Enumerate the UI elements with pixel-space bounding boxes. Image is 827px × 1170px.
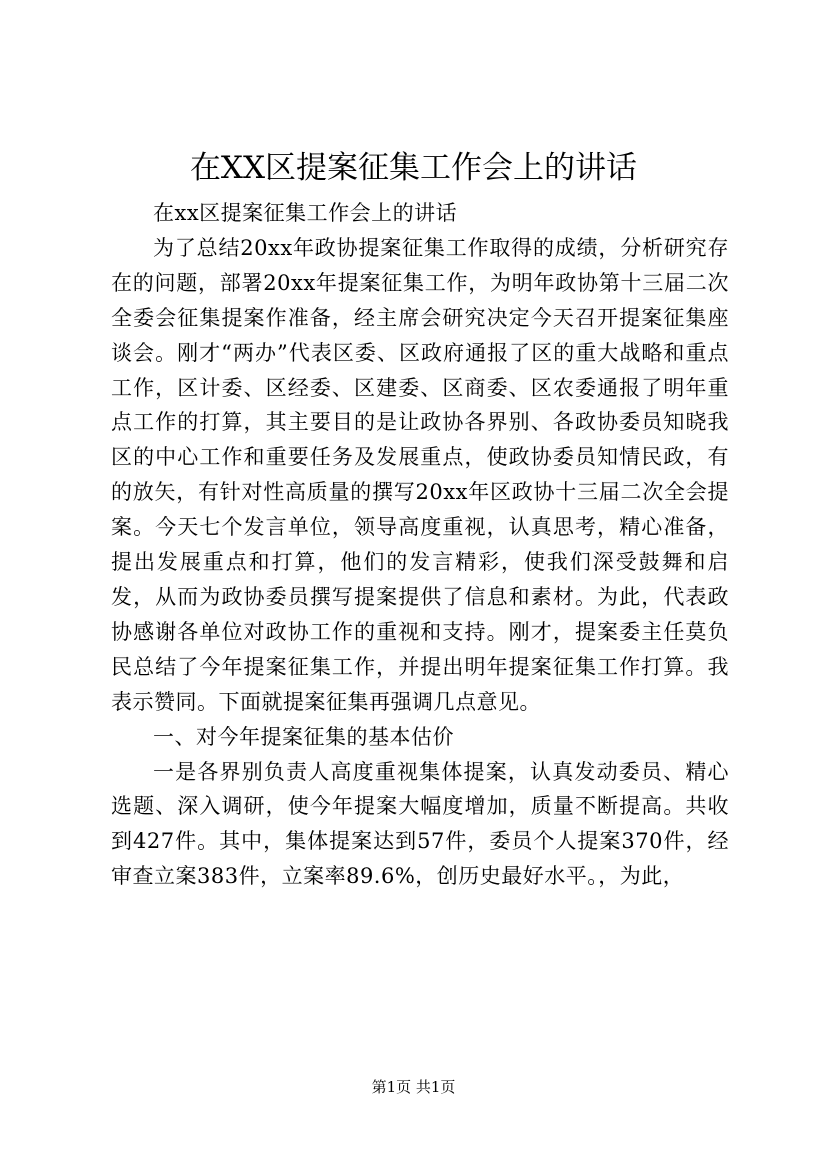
paragraph-point-1: 一是各界别负责人高度重视集体提案，认真发动委员、精心选题、深入调研，使今年提案大幅度增加，质量不断提高。共收到427件。其中，集体提案达到57件，委员个人提案370件，经审查立案383件，立案率89.6%，创历史最好水平。，为此， — [111, 759, 729, 889]
document-title: 在XX区提案征集工作会上的讲话 — [189, 150, 638, 186]
paragraph-intro: 为了总结20xx年政协提案征集工作取得的成绩，分析研究存在的问题，部署20xx年提案征集工作，为明年政协第十三届二次全委会征集提案作准备，经主席会研究决定今天召开提案征集座谈会。刚才“两办”代表区委、区政府通报了区的重大战略和重点工作，区计委、区经委、区建委、区商委、区农委通报了明年重点工作的打算，其主要目的是让政协各界别、各政协委员知晓我区的中心工作和重要任务及发展重点，使政协委员知情民政，有的放矢，有针对性高质量的撰写20xx年区政协十三届二次全会提案。今天七个发言单位，领导高度重视，认真思考，精心准备，提出发展重点和打算，他们的发言精彩，使我们深受鼓舞和启发，从而为政协委员撰写提案提供了信息和素材。为此，代表政协感谢各单位对政协工作的重视和支持。刚才，提案委主任莫负民总结了今年提案征集工作，并提出明年提案征集工作打算。我表示赞同。下面就提案征集再强调几点意见。 — [111, 235, 729, 714]
document-body — [111, 196, 729, 894]
section-heading-1: 一、对今年提案征集的基本估价 — [153, 724, 454, 749]
page-footer: 第1页 共1页 — [371, 1078, 456, 1096]
paragraph-subtitle: 在xx区提案征集工作会上的讲话 — [153, 201, 458, 225]
